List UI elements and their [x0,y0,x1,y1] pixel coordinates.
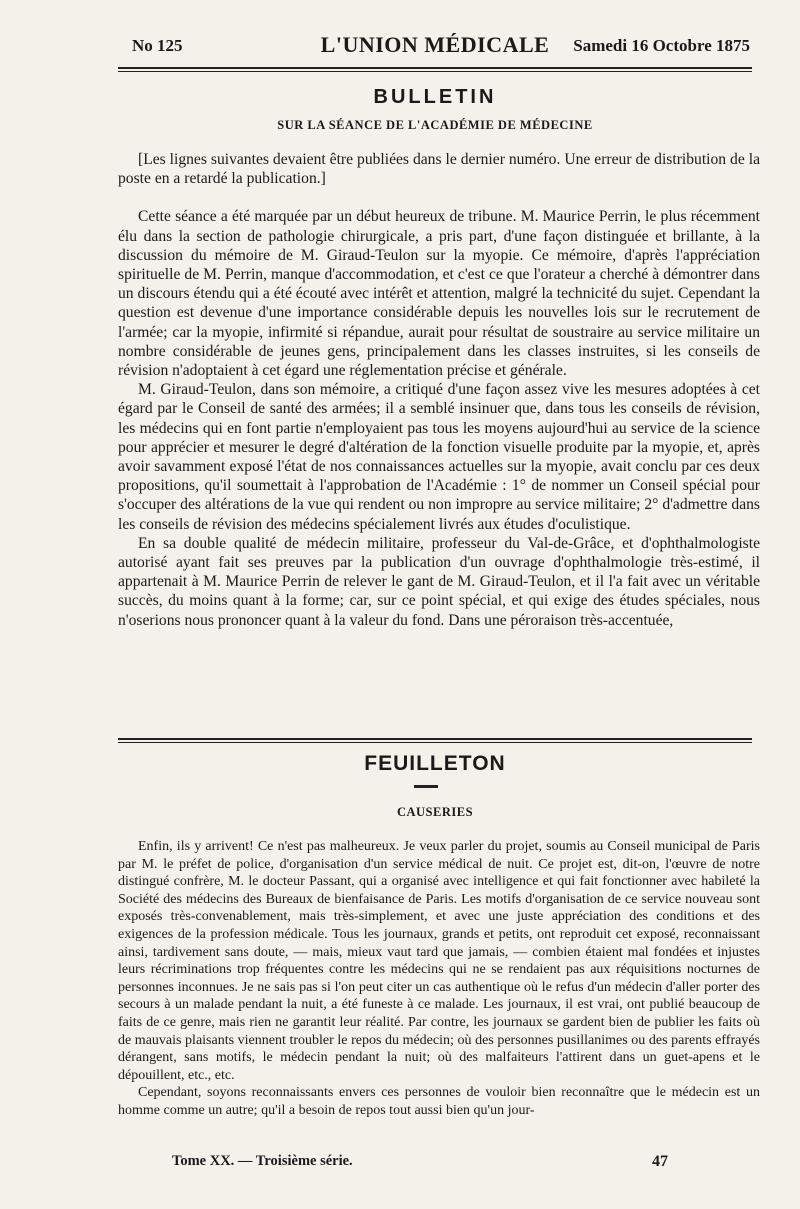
page-footer [118,1153,760,1173]
page-header [118,30,752,64]
bulletin-paragraph: M. Giraud-Teulon, dans son mémoire, a critiqué d'une façon assez vive les mesures adoptées à cet égard par le Conseil de santé des armées; il a semblé insinuer que, dans tous les conseils de révision, les médecins qui en font partie n'employaient pas tous les moyens aujourd'hui au service de la science pour apprécier et mesurer le degré d'altération de la fonction visuelle produite par la myopie, et, après avoir savamment exposé l'état de nos connaissances actuelles sur la myopie, avait conclu par ces deux propositions, qu'il soumettait à l'approbation de l'Académie : 1° de nommer un Conseil spécial pour s'occuper des altérations de la vue qui rendent ou non impropre au service militaire; 2° d'admettre dans les conseils de révision des médecins spécialement livrés aux études d'oculistique. [118,381,760,533]
header-rule [118,67,752,69]
bulletin-subtitle: SUR LA SÉANCE DE L'ACADÉMIE DE MÉDECINE [277,118,593,132]
bulletin-paragraph: En sa double qualité de médecin militaire, professeur du Val-de-Grâce, et d'ophthalmologiste autorisé ayant fait ses preuves par la publication d'un ouvrage d'ophthalmologie très-estimé, il appartenait à M. Maurice Perrin de relever le gant de M. Giraud-Teulon, et il l'a fait avec un véritable succès, du moins quant à la forme; car, sur ce point spécial, et qui exige des études spéciales, nous n'oserions nous prononcer quant à la valeur du fond. Dans une péroraison très-accentuée, [118,534,760,629]
bulletin-paragraph: Cette séance a été marquée par un début heureux de tribune. M. Maurice Perrin, le plus récemment élu dans la section de pathologie chirurgicale, a pris part, d'une façon distinguée et brillante, à la discussion du mémoire de M. Giraud-Teulon sur la myopie. Ce mémoire, d'après l'appréciation spirituelle de M. Perrin, manque d'accommodation, et c'est ce que l'orateur a cherché à démontrer dans un discours étendu qui a été écouté avec intérêt et attention, malgré la technicité du sujet. Cependant la question est devenue d'une importance considérable depuis les nouvelles lois sur le recrutement de l'armée; car la myopie, infirmité si répandue, aurait pour résultat de soustraire au service militaire un nombre considérable de jeunes gens, principalement dans les classes instruites, si les conseils de révision n'adoptaient à cet égard une réglementation précise et générale. [118,208,760,380]
journal-title: L'UNION MÉDICALE [320,32,550,57]
feuilleton-rule [118,738,752,740]
bulletin-title: BULLETIN [373,86,497,108]
bulletin-body [118,150,760,630]
feuilleton-body [118,838,760,1120]
title-dash [414,785,438,788]
volume-info: Tome XX. — Troisième série. [172,1153,353,1169]
issue-number: No 125 [132,36,183,55]
page-number: 47 [652,1153,668,1170]
feuilleton-rule-thin [118,742,752,743]
feuilleton-subtitle: CAUSERIES [396,805,474,819]
issue-date: Samedi 16 Octobre 1875 [573,36,750,55]
feuilleton-paragraph: Cependant, soyons reconnaissants envers ces personnes de vouloir bien reconnaître que le médecin est un homme comme un autre; qu'il a besoin de repos tout aussi bien qu'un jour- [118,1085,760,1118]
feuilleton-paragraph: Enfin, ils y arrivent! Ce n'est pas malheureux. Je veux parler du projet, soumis au Conseil municipal de Paris par M. le préfet de police, d'organisation d'un service médical de nuit. Ce projet est, dit-on, l'œuvre de notre distingué confrère, M. le docteur Passant, qui a organisé avec intelligence et qui fait fonctionner avec habileté la Société des médecins des Bureaux de bienfaisance de Paris. Les motifs d'organisation de ce service nouveau sont exposés très-convenablement, mais très-simplement, et avec une juste appréciation des conditions et des exigences de la profession médicale. Tous les journaux, grands et petits, ont reproduit cet exposé, reconnaissant ainsi, tardivement sans doute, — mais, mieux vaut tard que jamais, — combien étaient mal fondées et injustes leurs récriminations trop fréquentes contre les médecins qui ne se rendaient pas aux réquisitions nocturnes de personnes inconnues. Je ne sais pas si l'on peut citer un cas authentique où le refus d'un médecin d'aller porter des secours à un malade pendant la nuit, a été funeste à ce malade. Les journaux, il est vrai, ont publié beaucoup de faits de ce genre, mais rien ne garantit leur réalité. Par contre, les journaux se gardent bien de publier les faits où de mauvais plaisants viennent troubler le repos du médecin; où des personnes pusillanimes ou des parents effrayés dérangent, sans motifs, le médecin pendant la nuit; où des malfaiteurs l'attirent dans un guet-apens et le dépouillent, etc., etc. [118,839,760,1083]
feuilleton-title: FEUILLETON [364,752,506,775]
bulletin-note: [Les lignes suivantes devaient être publiées dans le dernier numéro. Une erreur de distribution de la poste en a retardé la publication.] [118,151,760,188]
header-rule-thin [118,71,752,72]
